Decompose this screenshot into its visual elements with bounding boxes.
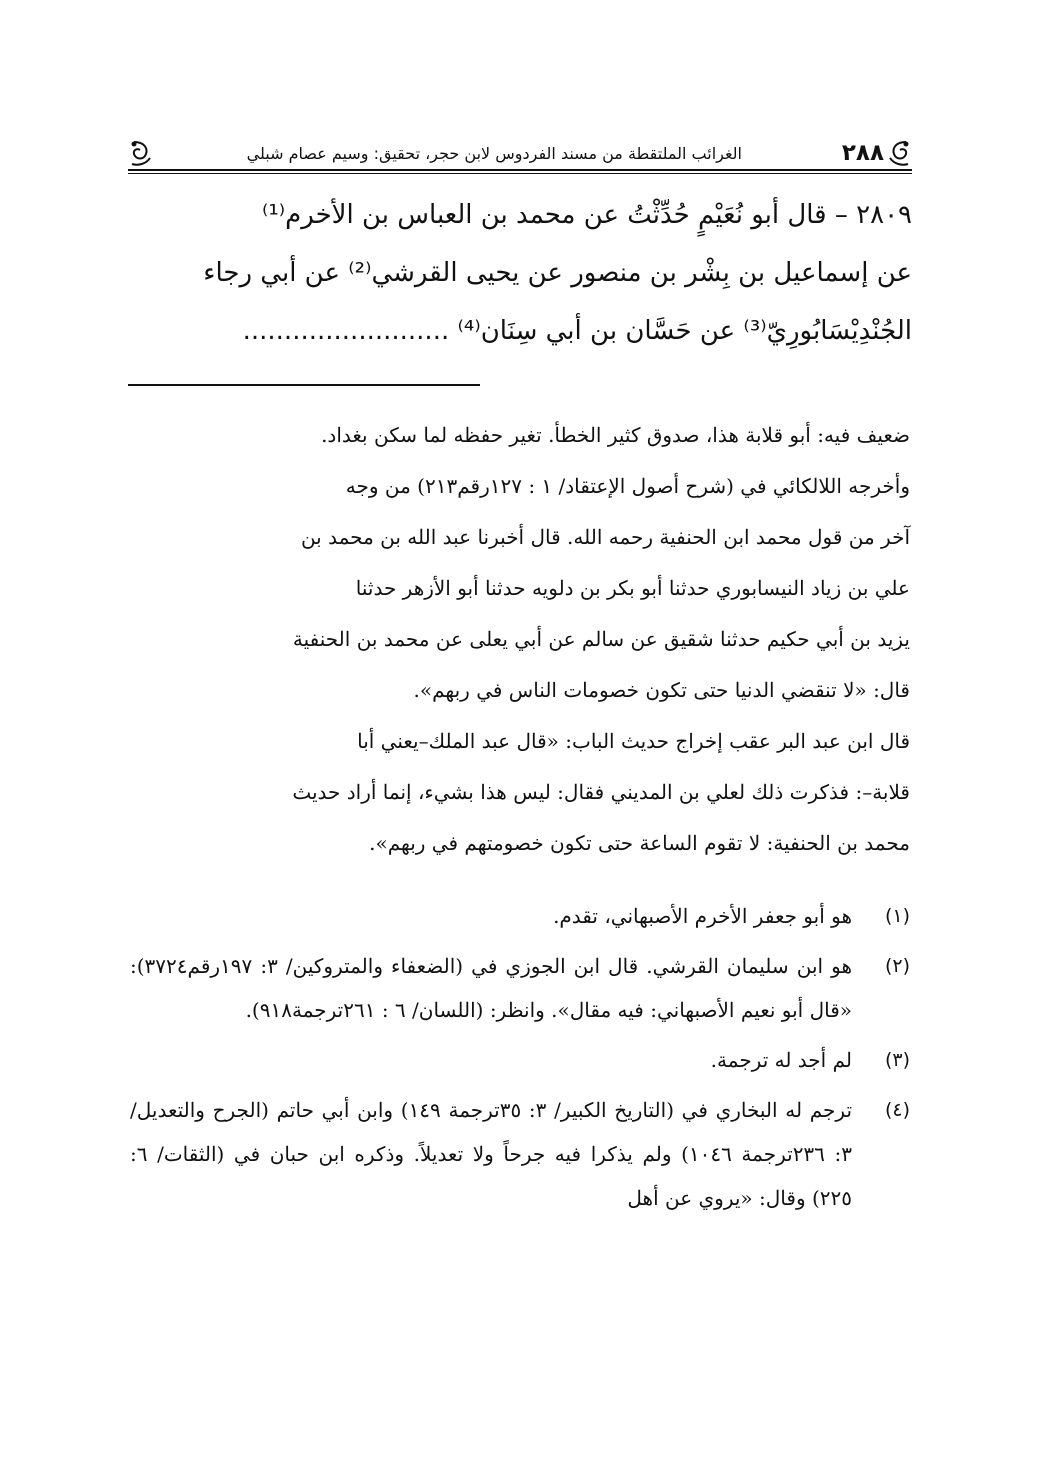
commentary-line: يزيد بن أبي حكيم حدثنا شقيق عن سالم عن أبي يعلى عن محمد بن الحنفية: [292, 627, 910, 651]
hadith-text: [128, 186, 912, 360]
commentary-line: علي بن زياد النيسابوري حدثنا أبو بكر بن دلويه حدثنا أبو الأزهر حدثنا: [355, 576, 910, 600]
commentary-line: ضعيف فيه: أبو قلابة هذا، صدوق كثير الخطأ. تغير حفظه لما سكن بغداد.: [321, 423, 910, 447]
hadith-line: ٢٨٠٩ – قال أبو نُعَيْمٍ حُدِّثْتُ عن محمد بن العباس بن الأخرم⁽¹⁾: [261, 200, 912, 230]
commentary-line: قال: «لا تنقضي الدنيا حتى تكون خصومات الناس في ربهم».: [413, 678, 910, 702]
footnote-text: هو ابن سليمان القرشي. قال ابن الجوزي في (الضعفاء والمتروكين/ ٣: ١٩٧رقم٣٧٢٤): «قال أبو نعيم الأصبهاني: فيه مقال». وانظر: (اللسان/ ٦ : ٢٦١ترجمة٩١٨).: [130, 954, 852, 1022]
footnote-text: هو أبو جعفر الأخرم الأصبهاني، تقدم.: [553, 904, 852, 928]
footnotes: [130, 894, 910, 1226]
ornament-left-icon: [128, 138, 156, 168]
footnote-text: ترجم له البخاري في (التاريخ الكبير/ ٣: ٣٥ترجمة ١٤٩) وابن أبي حاتم (الجرح والتعديل/ ٣: ٢٣٦ترجمة ١٠٤٦) ولم يذكرا فيه جرحاً ولا تعديلاً. وذكره ابن حبان في (الثقات/ ٦: ٢٢٥) وقال: «يروي عن أهل: [130, 1098, 853, 1210]
footnote: [130, 894, 910, 938]
footnote: [130, 1038, 910, 1082]
running-header: [128, 138, 912, 174]
footnote-number: (١): [884, 905, 910, 927]
commentary-line: قال ابن عبد البر عقب إخراج حديث الباب: «قال عبد الملك–يعني أبا: [357, 729, 910, 753]
commentary-line: وأخرجه اللالكائي في (شرح أصول الإعتقاد/ ١ : ١٢٧رقم٢١٣) من وجه: [345, 474, 910, 498]
book-title: الغرائب الملتقطة من مسند الفردوس لابن حجر، تحقيق: وسيم عصام شبلي: [246, 144, 742, 163]
commentary: [196, 410, 910, 869]
commentary-line: قلابة–: فذكرت ذلك لعلي بن المديني فقال: ليس هذا بشيء، إنما أراد حديث: [292, 780, 910, 804]
header-rule-thin: [128, 173, 912, 174]
commentary-line: محمد بن الحنفية: لا تقوم الساعة حتى تكون خصومتهم في ربهم».: [369, 831, 910, 855]
commentary-line: آخر من قول محمد ابن الحنفية رحمه الله. قال أخبرنا عبد الله بن محمد بن: [300, 525, 910, 549]
footnote-number: (٤): [884, 1099, 910, 1121]
ornament-right-icon: [884, 138, 912, 168]
footnote-number: (٣): [884, 1049, 910, 1071]
footnote: [130, 1088, 910, 1220]
page-number: ٢٨٨: [841, 140, 884, 166]
hadith-line: عن إسماعيل بن بِشْر بن منصور عن يحيى القرشي⁽²⁾ عن أبي رجاء: [203, 258, 912, 288]
footnote-text: لم أجد له ترجمة.: [710, 1048, 852, 1072]
footnote-separator: [128, 384, 480, 386]
header-rule: [128, 169, 912, 171]
footnote: [130, 944, 910, 1032]
footnote-number: (٢): [884, 955, 910, 977]
hadith-line: الجُنْدِيْسَابُورِيّ⁽³⁾ عن حَسَّان بن أبي سِنَان⁽⁴⁾ .........................: [242, 316, 912, 346]
